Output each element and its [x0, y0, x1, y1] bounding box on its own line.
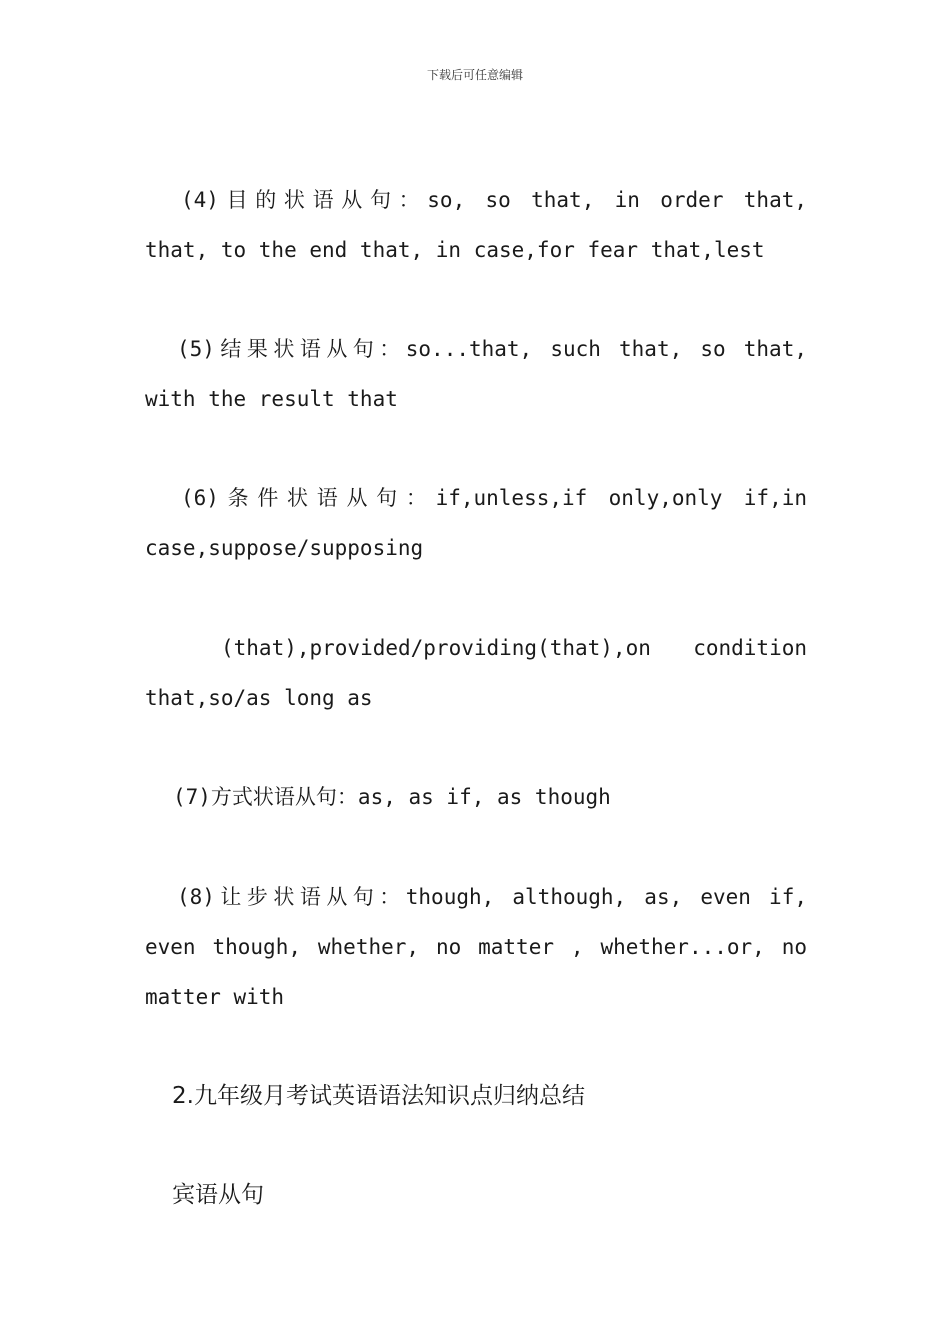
text-line: (that),provided/providing(that),on condition: [221, 636, 807, 660]
paragraph-manner-clause: [145, 772, 807, 822]
section-heading: 2.九年级月考试英语语法知识点归纳总结: [172, 1083, 585, 1109]
sub-heading: 宾语从句: [172, 1182, 264, 1208]
text-line: (7)方式状语从句：as, as if, as though: [173, 785, 611, 809]
paragraph-condition-continued: [145, 623, 807, 723]
paragraph-result-clause: [145, 324, 807, 424]
text-line: that, to the end that, in case,for fear that,lest: [145, 238, 765, 262]
text-line: even though, whether, no matter , whether...or, no: [145, 935, 807, 959]
text-line: (4)目的状语从句：so, so that, in order that,: [181, 188, 807, 212]
paragraph-condition-clause: [145, 473, 807, 573]
text-line: with the result that: [145, 387, 398, 411]
text-line: matter with: [145, 985, 285, 1009]
text-line: (6)条件状语从句：if,unless,if only,only if,in: [181, 486, 807, 510]
text-line: case,suppose/supposing: [145, 536, 424, 560]
page-header: 下载后可任意编辑: [426, 68, 523, 82]
text-line: (5)结果状语从句：so...that, such that, so that,: [177, 337, 807, 361]
text-line: that,so/as long as: [145, 686, 373, 710]
paragraph-concession-clause: [145, 872, 807, 1022]
paragraph-purpose-clause: [145, 175, 807, 275]
text-line: (8)让步状语从句：though, although, as, even if,: [177, 885, 807, 909]
